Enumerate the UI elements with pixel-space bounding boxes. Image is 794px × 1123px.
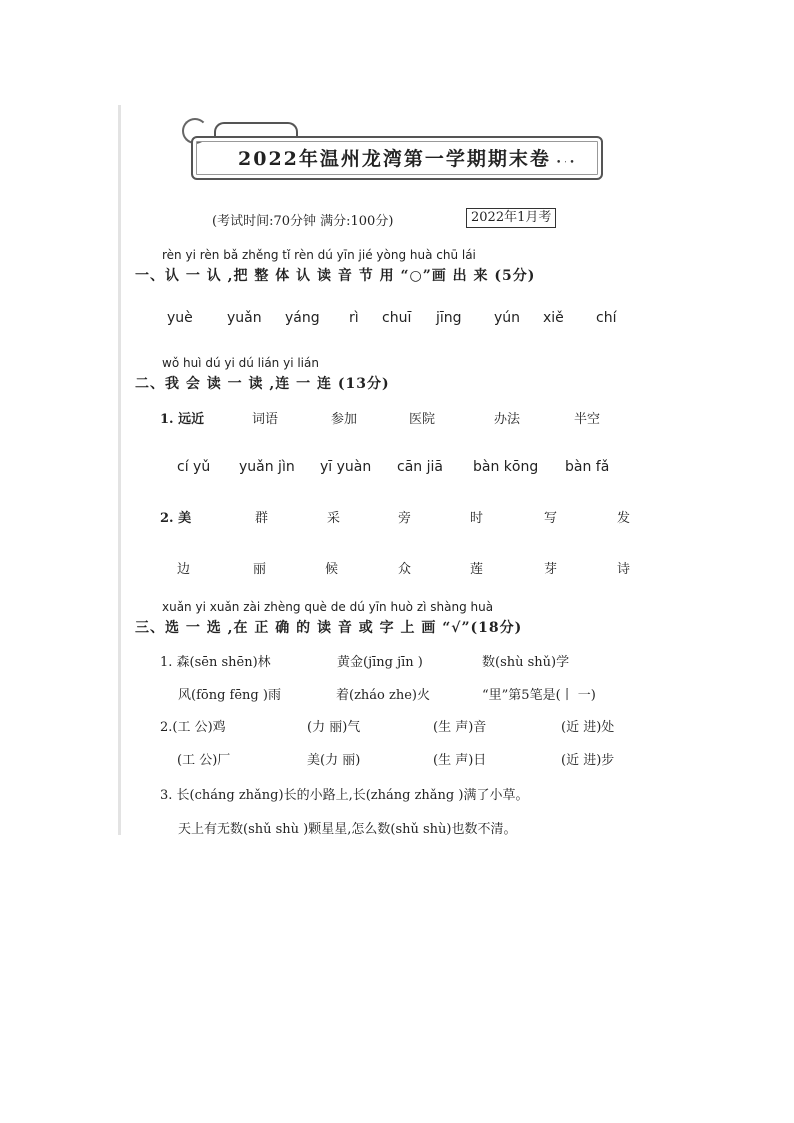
- pinyin-item[interactable]: bàn fǎ: [565, 459, 610, 475]
- pinyin-item[interactable]: bàn kōng: [473, 459, 539, 475]
- section1-pinyin: rèn yi rèn bǎ zhěng tǐ rèn dú yīn jié yòng huà chū lái: [162, 248, 476, 262]
- char-item[interactable]: 候: [325, 562, 339, 577]
- syllable-option[interactable]: yuǎn: [227, 310, 262, 326]
- choice-item[interactable]: (生 声)日: [433, 753, 487, 768]
- section1-heading: 一、认 一 认 ,把 整 体 认 读 音 节 用 “○”画 出 来 (5分): [135, 268, 536, 284]
- char-item[interactable]: 群: [255, 511, 269, 526]
- pinyin-item[interactable]: cí yǔ: [177, 459, 211, 475]
- choice-item[interactable]: 2.(工 公)鸡: [160, 720, 226, 735]
- syllable-option[interactable]: jīng: [436, 310, 462, 326]
- pinyin-item[interactable]: yī yuàn: [320, 459, 372, 475]
- choice-item[interactable]: (力 丽)气: [307, 720, 361, 735]
- choice-item[interactable]: 着(zháo zhe)火: [336, 688, 430, 703]
- char-item[interactable]: 时: [470, 511, 484, 526]
- section3-pinyin: xuǎn yi xuǎn zài zhèng què de dú yīn huò zì shàng huà: [162, 600, 494, 614]
- exam-meta: (考试时间:70分钟 满分:100分): [212, 214, 394, 229]
- char-item[interactable]: 发: [617, 511, 631, 526]
- page-title: 2022年温州龙湾第一学期期末卷: [238, 148, 551, 170]
- word-item[interactable]: 医院: [409, 412, 436, 427]
- choice-item[interactable]: (工 公)厂: [177, 753, 231, 768]
- char-item[interactable]: 众: [398, 562, 412, 577]
- sentence-line[interactable]: 3. 长(cháng zhǎng)长的小路上,长(zháng zhǎng )满了小草。: [160, 788, 529, 803]
- char-item[interactable]: 丽: [253, 562, 267, 577]
- char-item[interactable]: 采: [327, 511, 341, 526]
- char-item[interactable]: 芽: [544, 562, 558, 577]
- char-item[interactable]: 写: [544, 511, 558, 526]
- syllable-option[interactable]: yuè: [167, 310, 193, 326]
- choice-item[interactable]: (近 进)处: [561, 720, 615, 735]
- word-item[interactable]: 参加: [331, 412, 358, 427]
- word-item[interactable]: 办法: [494, 412, 521, 427]
- syllable-option[interactable]: xiě: [543, 310, 564, 326]
- choice-item[interactable]: (近 进)步: [561, 753, 615, 768]
- syllable-option[interactable]: yáng: [285, 310, 320, 326]
- choice-item[interactable]: 1. 森(sēn shēn)林: [160, 655, 271, 670]
- exam-date-box: 2022年1月考: [466, 208, 556, 228]
- choice-item[interactable]: 美(力 丽): [307, 753, 361, 768]
- choice-item[interactable]: 数(shù shǔ)学: [482, 655, 570, 670]
- choice-item[interactable]: 黄金(jīng jīn ): [337, 655, 423, 670]
- choice-item[interactable]: 风(fōng fēng )雨: [178, 688, 281, 703]
- scan-edge: [118, 105, 121, 835]
- choice-item[interactable]: (生 声)音: [433, 720, 487, 735]
- syllable-option[interactable]: chí: [596, 310, 617, 326]
- section2-heading: 二、我 会 读 一 读 ,连 一 连 (13分): [135, 376, 390, 392]
- char-item[interactable]: 莲: [470, 562, 484, 577]
- char-item[interactable]: 2. 美: [160, 511, 192, 526]
- choice-item[interactable]: “里”第5笔是(丨 一): [482, 688, 596, 703]
- section3-heading: 三、选 一 选 ,在 正 确 的 读 音 或 字 上 画 “√”(18分): [135, 620, 523, 636]
- section2-pinyin: wǒ huì dú yi dú lián yi lián: [162, 356, 319, 370]
- syllable-option[interactable]: rì: [349, 310, 359, 326]
- word-item[interactable]: 1. 远近: [160, 412, 205, 427]
- dots-decoration-icon: • ᐧ •: [556, 158, 575, 168]
- word-item[interactable]: 词语: [252, 412, 279, 427]
- pinyin-item[interactable]: cān jiā: [397, 459, 443, 475]
- char-item[interactable]: 诗: [617, 562, 631, 577]
- syllable-option[interactable]: chuī: [382, 310, 412, 326]
- syllable-option[interactable]: yún: [494, 310, 521, 326]
- sentence-line[interactable]: 天上有无数(shǔ shù )颗星星,怎么数(shǔ shù)也数不清。: [178, 822, 517, 837]
- char-item[interactable]: 边: [177, 562, 191, 577]
- char-item[interactable]: 旁: [398, 511, 412, 526]
- pinyin-item[interactable]: yuǎn jìn: [239, 459, 295, 475]
- word-item[interactable]: 半空: [574, 412, 601, 427]
